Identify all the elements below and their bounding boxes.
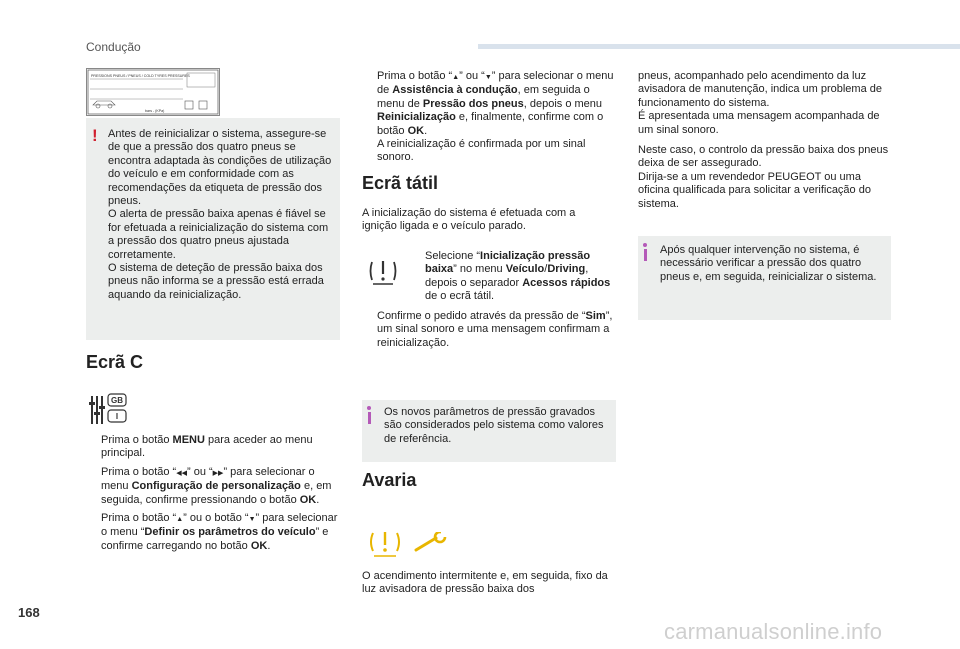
low-tire-pressure-warning-icon (368, 528, 402, 558)
ecra-tatil-step2 (362, 310, 616, 355)
avaria-text: O acendimento intermitente e, em seguida, fixo da luz avisadora de pressão baixa dos (362, 570, 608, 596)
wrench-icon (414, 532, 448, 554)
text: de o ecrã tátil. (425, 290, 495, 303)
text: Prima o botão “ (101, 512, 177, 525)
bullet-icon (362, 310, 372, 350)
text: Prima o botão “ (101, 465, 177, 478)
warning-text: Antes de reinicializar o sistema, assegure-se de que a pressão dos quatro pneus se encontra adaptada às condições de utilização do veículo e em conformidade com as recomendações da etiqueta de pressão dos pneus. O alerta de pressão baixa apenas é fiável se for efetuada a reinicialização do sistema com a pressão dos quatro pneus ajustada corretamente. O sistema de deteção de pressão baixa dos pneus não informa se a pressão está errada aquando da reinicialização. (108, 128, 332, 301)
tab-name: Acessos rápidos (522, 276, 611, 289)
ecra-c-steps (86, 434, 340, 558)
text: ” para selecionar o menu (101, 465, 315, 493)
menu-name: Pressão dos pneus (422, 97, 524, 110)
menu-name: Reinicialização (377, 111, 456, 124)
text: ” no menu (453, 263, 506, 276)
info-text: Após qualquer intervenção no sistema, é necessário verificar a pressão dos quatro pneus e, em seguida, reinicializar o sistema. (660, 244, 877, 283)
section-title-ecra-c: Ecrã C (86, 352, 144, 372)
text: e, finalmente, confirme com o botão (377, 111, 604, 137)
menu-name: Assistência à condução (392, 84, 518, 97)
tire-pressure-label (86, 68, 220, 116)
menu-name: Configuração de personalização (131, 480, 301, 493)
bullet-icon (410, 250, 420, 304)
tire-label-drawing (87, 69, 219, 115)
text: ” ou “ (186, 465, 213, 478)
info-icon-dot (367, 406, 371, 410)
text: . (424, 124, 428, 137)
ecra-tatil-intro: A inicialização do sistema é efetuada com a ignição ligada e o veículo parado. (362, 207, 576, 233)
page-header-title: Condução (86, 40, 141, 54)
text: ” e confirme carregando no botão (101, 526, 329, 552)
info-icon (368, 412, 371, 424)
header-bar (478, 44, 960, 49)
button-name: Sim (585, 310, 606, 322)
warning-icon: ! (92, 126, 98, 145)
text: . (267, 539, 271, 552)
text: ” ou “ (459, 70, 485, 82)
text: ”, um sinal sonoro e uma mensagem confirmam a reinicialização. (377, 310, 613, 349)
text: Prima o botão “ (377, 70, 453, 82)
left-arrows-icon: ◀◀ (176, 469, 187, 477)
watermark: carmanualsonline.info (664, 619, 883, 644)
menu-name: Inicialização pressão baixa (425, 250, 591, 276)
down-arrow-icon: ▼ (484, 74, 492, 81)
paragraph: pneus, acompanhado pelo acendimento da luz avisadora de manutenção, indica um problema de funcionamento do sistema. É apresentada uma mensagem acompanhada de um sinal sonoro. (638, 70, 882, 136)
list-item (362, 70, 616, 165)
list-item (86, 434, 340, 461)
ok-button-name: OK (299, 493, 317, 506)
menu-button-name: MENU (172, 434, 205, 446)
text: ” ou o botão “ (183, 512, 249, 525)
text: ” para selecionar o menu “ (101, 512, 338, 539)
text: , em seguida o menu de (377, 84, 590, 110)
tire-label-unit: bars - (KPa) (145, 109, 165, 113)
menu-name: Definir os parâmetros do veículo (144, 526, 316, 539)
up-arrow-icon: ▲ (452, 74, 460, 81)
page-number: 168 (18, 605, 40, 620)
info-icon-dot (643, 243, 647, 247)
list-item (86, 466, 340, 507)
up-arrow-icon: ▲ (176, 516, 184, 524)
info-text: Os novos parâmetros de pressão gravados são considerados pelo sistema como valores de referência. (384, 406, 604, 445)
menu-name: Veículo (505, 263, 545, 276)
text: e, em seguida, confirme pressionando o botão (101, 480, 332, 506)
vehicle-menu-icon (368, 256, 398, 286)
section-title-ecra-tatil: Ecrã tátil (362, 173, 439, 193)
text: para aceder ao menu principal. (101, 434, 313, 460)
text: , depois o menu (523, 97, 603, 110)
text: , depois o separador (425, 263, 589, 289)
warning-box (86, 118, 340, 340)
info-icon (644, 249, 647, 261)
text: Prima o botão (101, 434, 173, 446)
ok-button-name: OK (250, 539, 268, 552)
right-arrows-icon: ▶▶ (212, 469, 224, 477)
list-item (86, 512, 340, 553)
bullet-icon (86, 466, 96, 507)
menu-settings-icon (88, 392, 130, 428)
text: ” para selecionar o menu de (377, 70, 614, 97)
ecra-tatil-step1 (410, 250, 616, 309)
bullet-icon (86, 512, 96, 553)
col2-top-step (362, 70, 616, 170)
info-box-intervention (638, 236, 891, 320)
paragraph: Neste caso, o controlo da pressão baixa dos pneus deixa de ser assegurado. Dirija-se a um revendedor PEUGEOT ou uma oficina qualificada para solicitar a verificação do sistema. (638, 144, 889, 210)
text: Selecione “ (425, 250, 481, 262)
section-title-avaria: Avaria (362, 470, 417, 490)
tire-label-header: PRESSIONS PNEUS / PNEUS / COLD TYRES PRESSURES (91, 74, 190, 78)
text: Confirme o pedido através da pressão de “ (377, 310, 586, 322)
text: . (316, 493, 320, 506)
list-item (362, 310, 616, 350)
bullet-icon (362, 70, 372, 165)
list-item (410, 250, 616, 304)
menu-name: Driving (547, 263, 586, 276)
col3-text (638, 70, 890, 218)
ok-button-name: OK (407, 124, 425, 137)
info-box-reference (362, 400, 616, 462)
text: / (544, 263, 548, 276)
text: A reinicialização é confirmada por um sinal sonoro. (377, 138, 586, 164)
down-arrow-icon: ▼ (248, 516, 256, 524)
icon-badge-i: I (115, 412, 119, 421)
icon-badge-gb: GB (111, 396, 123, 405)
bullet-icon (86, 434, 96, 461)
